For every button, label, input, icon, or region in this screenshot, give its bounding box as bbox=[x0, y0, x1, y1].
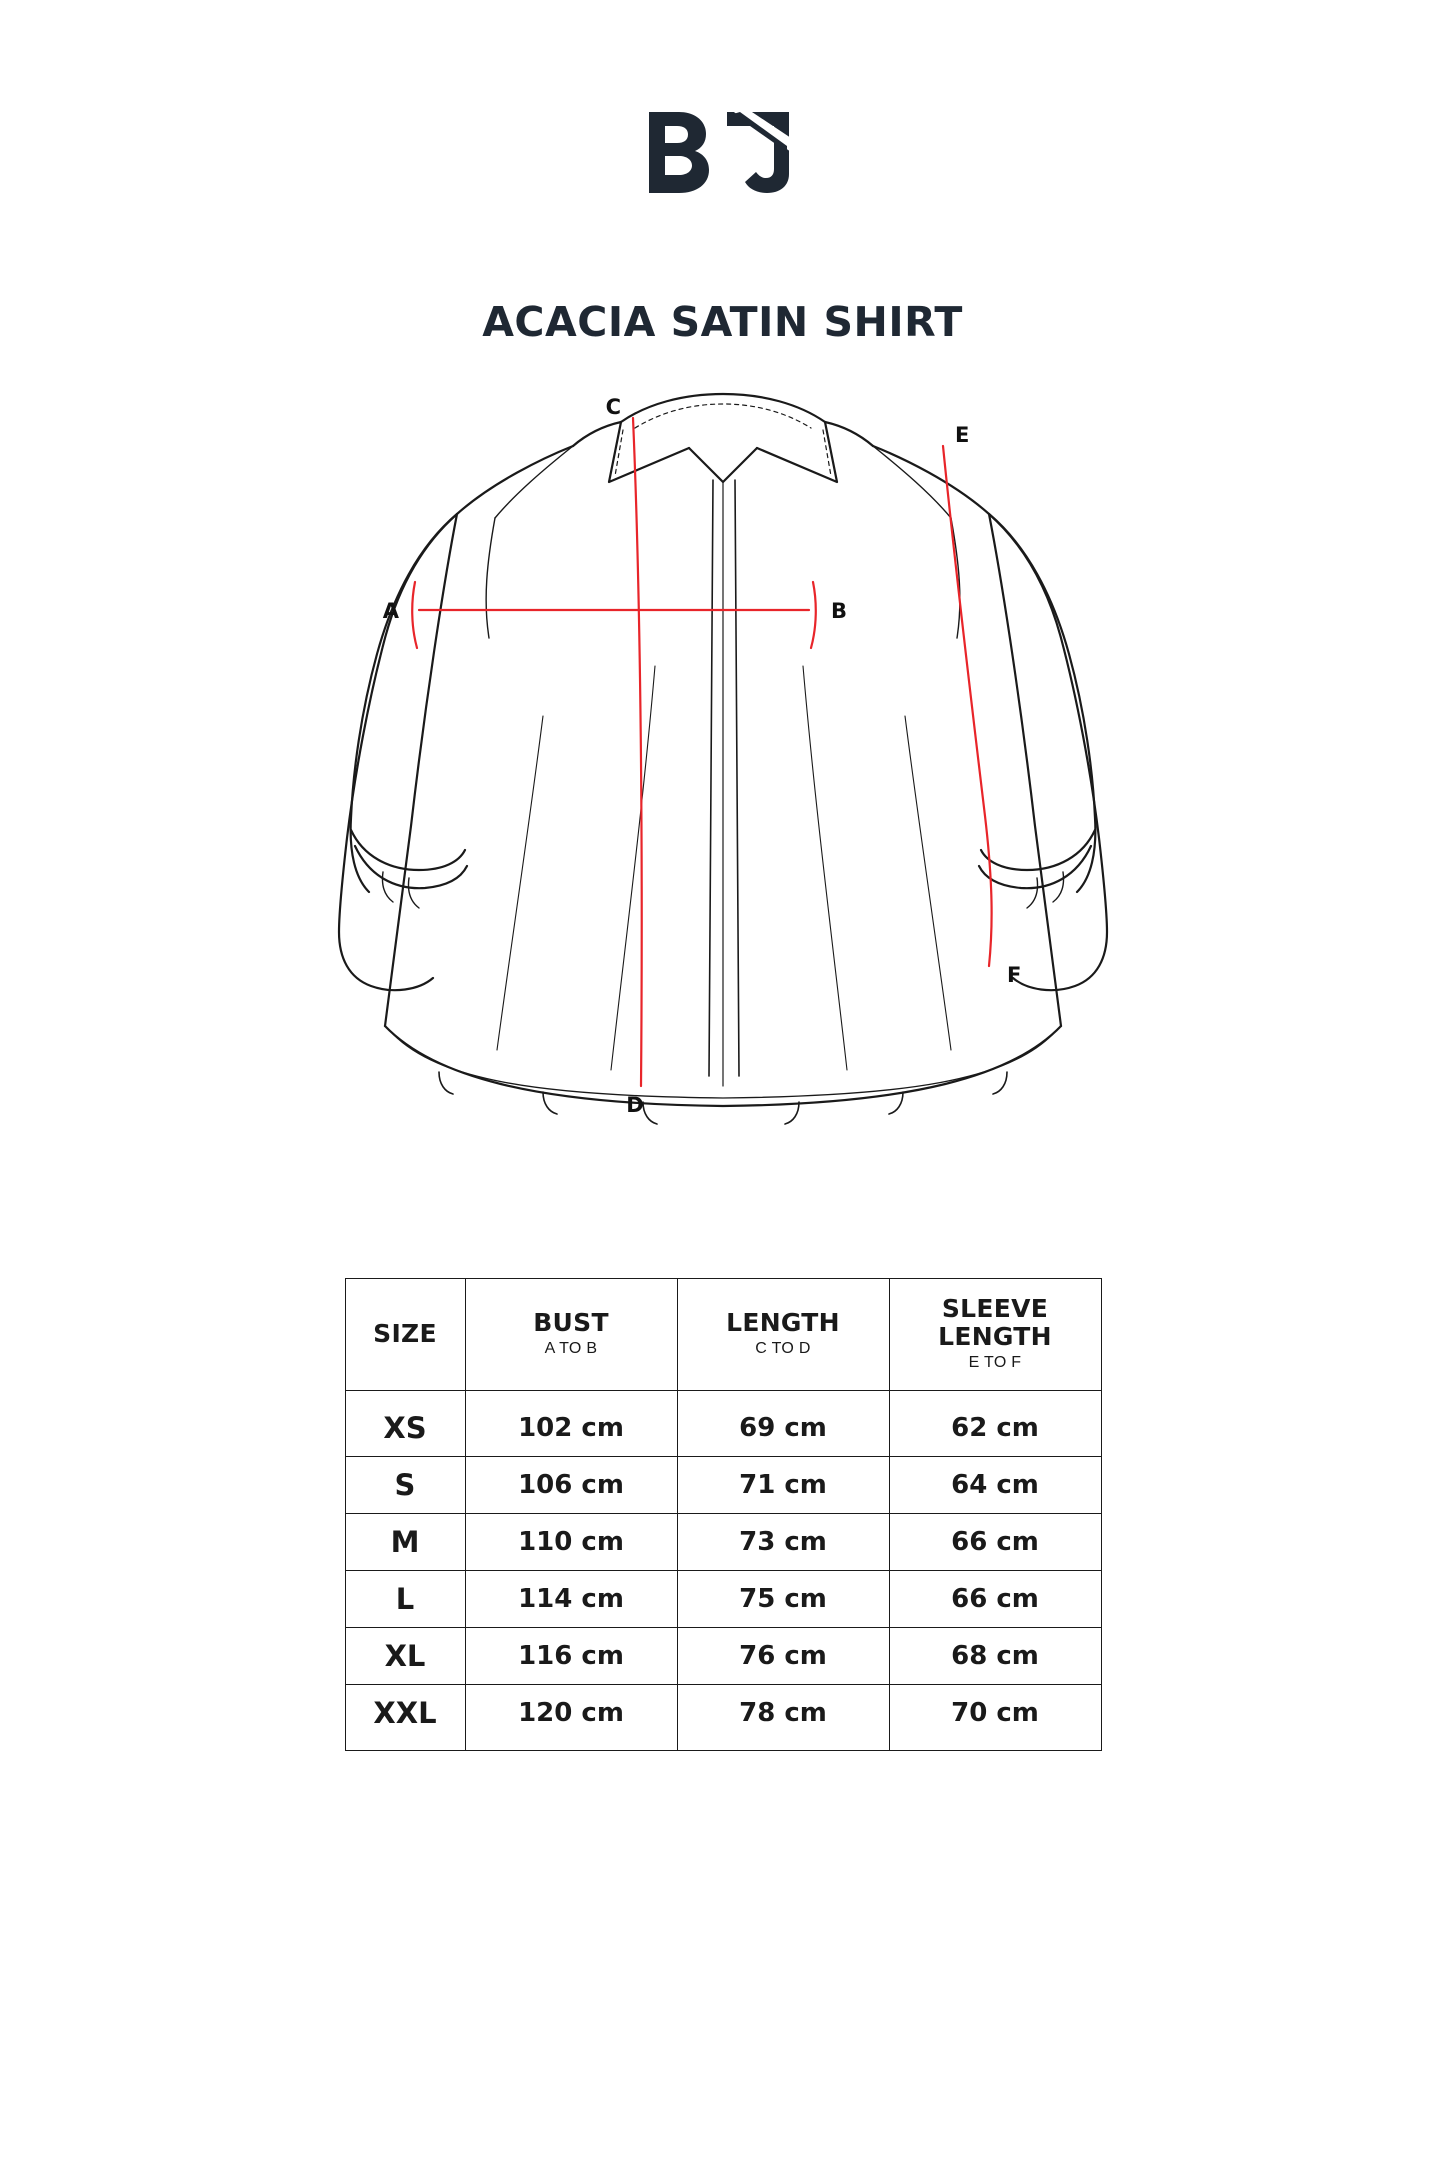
column-header-size bbox=[345, 1279, 465, 1391]
cell-bust: 102 cm bbox=[465, 1391, 677, 1457]
column-header-bust-label: BUST bbox=[533, 1308, 609, 1337]
cell-length: 73 cm bbox=[677, 1514, 889, 1571]
cell-bust: 120 cm bbox=[465, 1685, 677, 1751]
marker-label-d: D bbox=[625, 1093, 644, 1117]
cell-length: 78 cm bbox=[677, 1685, 889, 1751]
table-row bbox=[345, 1571, 1101, 1628]
table-body bbox=[345, 1391, 1101, 1751]
column-header-length bbox=[677, 1279, 889, 1391]
column-header-size-label: SIZE bbox=[373, 1318, 437, 1348]
column-header-length-label: LENGTH bbox=[726, 1308, 840, 1337]
table-row bbox=[345, 1457, 1101, 1514]
cell-bust: 116 cm bbox=[465, 1628, 677, 1685]
column-header-bust bbox=[465, 1279, 677, 1391]
cell-size: L bbox=[345, 1571, 465, 1628]
cell-size: XXL bbox=[345, 1685, 465, 1751]
cell-sleeve: 70 cm bbox=[889, 1685, 1101, 1751]
cell-bust: 106 cm bbox=[465, 1457, 677, 1514]
table-row bbox=[345, 1514, 1101, 1571]
cell-length: 71 cm bbox=[677, 1457, 889, 1514]
cell-length: 75 cm bbox=[677, 1571, 889, 1628]
cell-sleeve: 64 cm bbox=[889, 1457, 1101, 1514]
cell-size: M bbox=[345, 1514, 465, 1571]
column-header-sleeve bbox=[889, 1279, 1101, 1391]
page-title: ACACIA SATIN SHIRT bbox=[482, 298, 963, 346]
cell-length: 69 cm bbox=[677, 1391, 889, 1457]
table-row bbox=[345, 1628, 1101, 1685]
cell-bust: 110 cm bbox=[465, 1514, 677, 1571]
cell-sleeve: 66 cm bbox=[889, 1514, 1101, 1571]
shirt-measurement-diagram bbox=[0, 386, 1445, 1206]
brand-logo bbox=[643, 108, 803, 213]
size-chart-table-wrapper bbox=[345, 1278, 1101, 1751]
column-header-length-sub: C TO D bbox=[755, 1340, 811, 1357]
marker-label-c: C bbox=[605, 395, 621, 419]
cell-sleeve: 68 cm bbox=[889, 1628, 1101, 1685]
cell-bust: 114 cm bbox=[465, 1571, 677, 1628]
marker-label-e: E bbox=[954, 423, 969, 447]
cell-size: XL bbox=[345, 1628, 465, 1685]
marker-label-a: A bbox=[382, 599, 399, 623]
column-header-bust-sub: A TO B bbox=[544, 1340, 598, 1357]
cell-sleeve: 62 cm bbox=[889, 1391, 1101, 1457]
table-header-row bbox=[345, 1279, 1101, 1391]
table-row bbox=[345, 1685, 1101, 1751]
cell-sleeve: 66 cm bbox=[889, 1571, 1101, 1628]
column-header-sleeve-label: SLEEVE LENGTH bbox=[938, 1294, 1052, 1351]
marker-label-f: F bbox=[1006, 963, 1021, 987]
column-header-sleeve-sub: E TO F bbox=[968, 1354, 1022, 1371]
size-chart-table bbox=[345, 1278, 1102, 1751]
marker-label-b: B bbox=[830, 599, 847, 623]
table-row bbox=[345, 1391, 1101, 1457]
table-header bbox=[345, 1279, 1101, 1391]
cell-length: 76 cm bbox=[677, 1628, 889, 1685]
cell-size: XS bbox=[345, 1391, 465, 1457]
cell-size: S bbox=[345, 1457, 465, 1514]
